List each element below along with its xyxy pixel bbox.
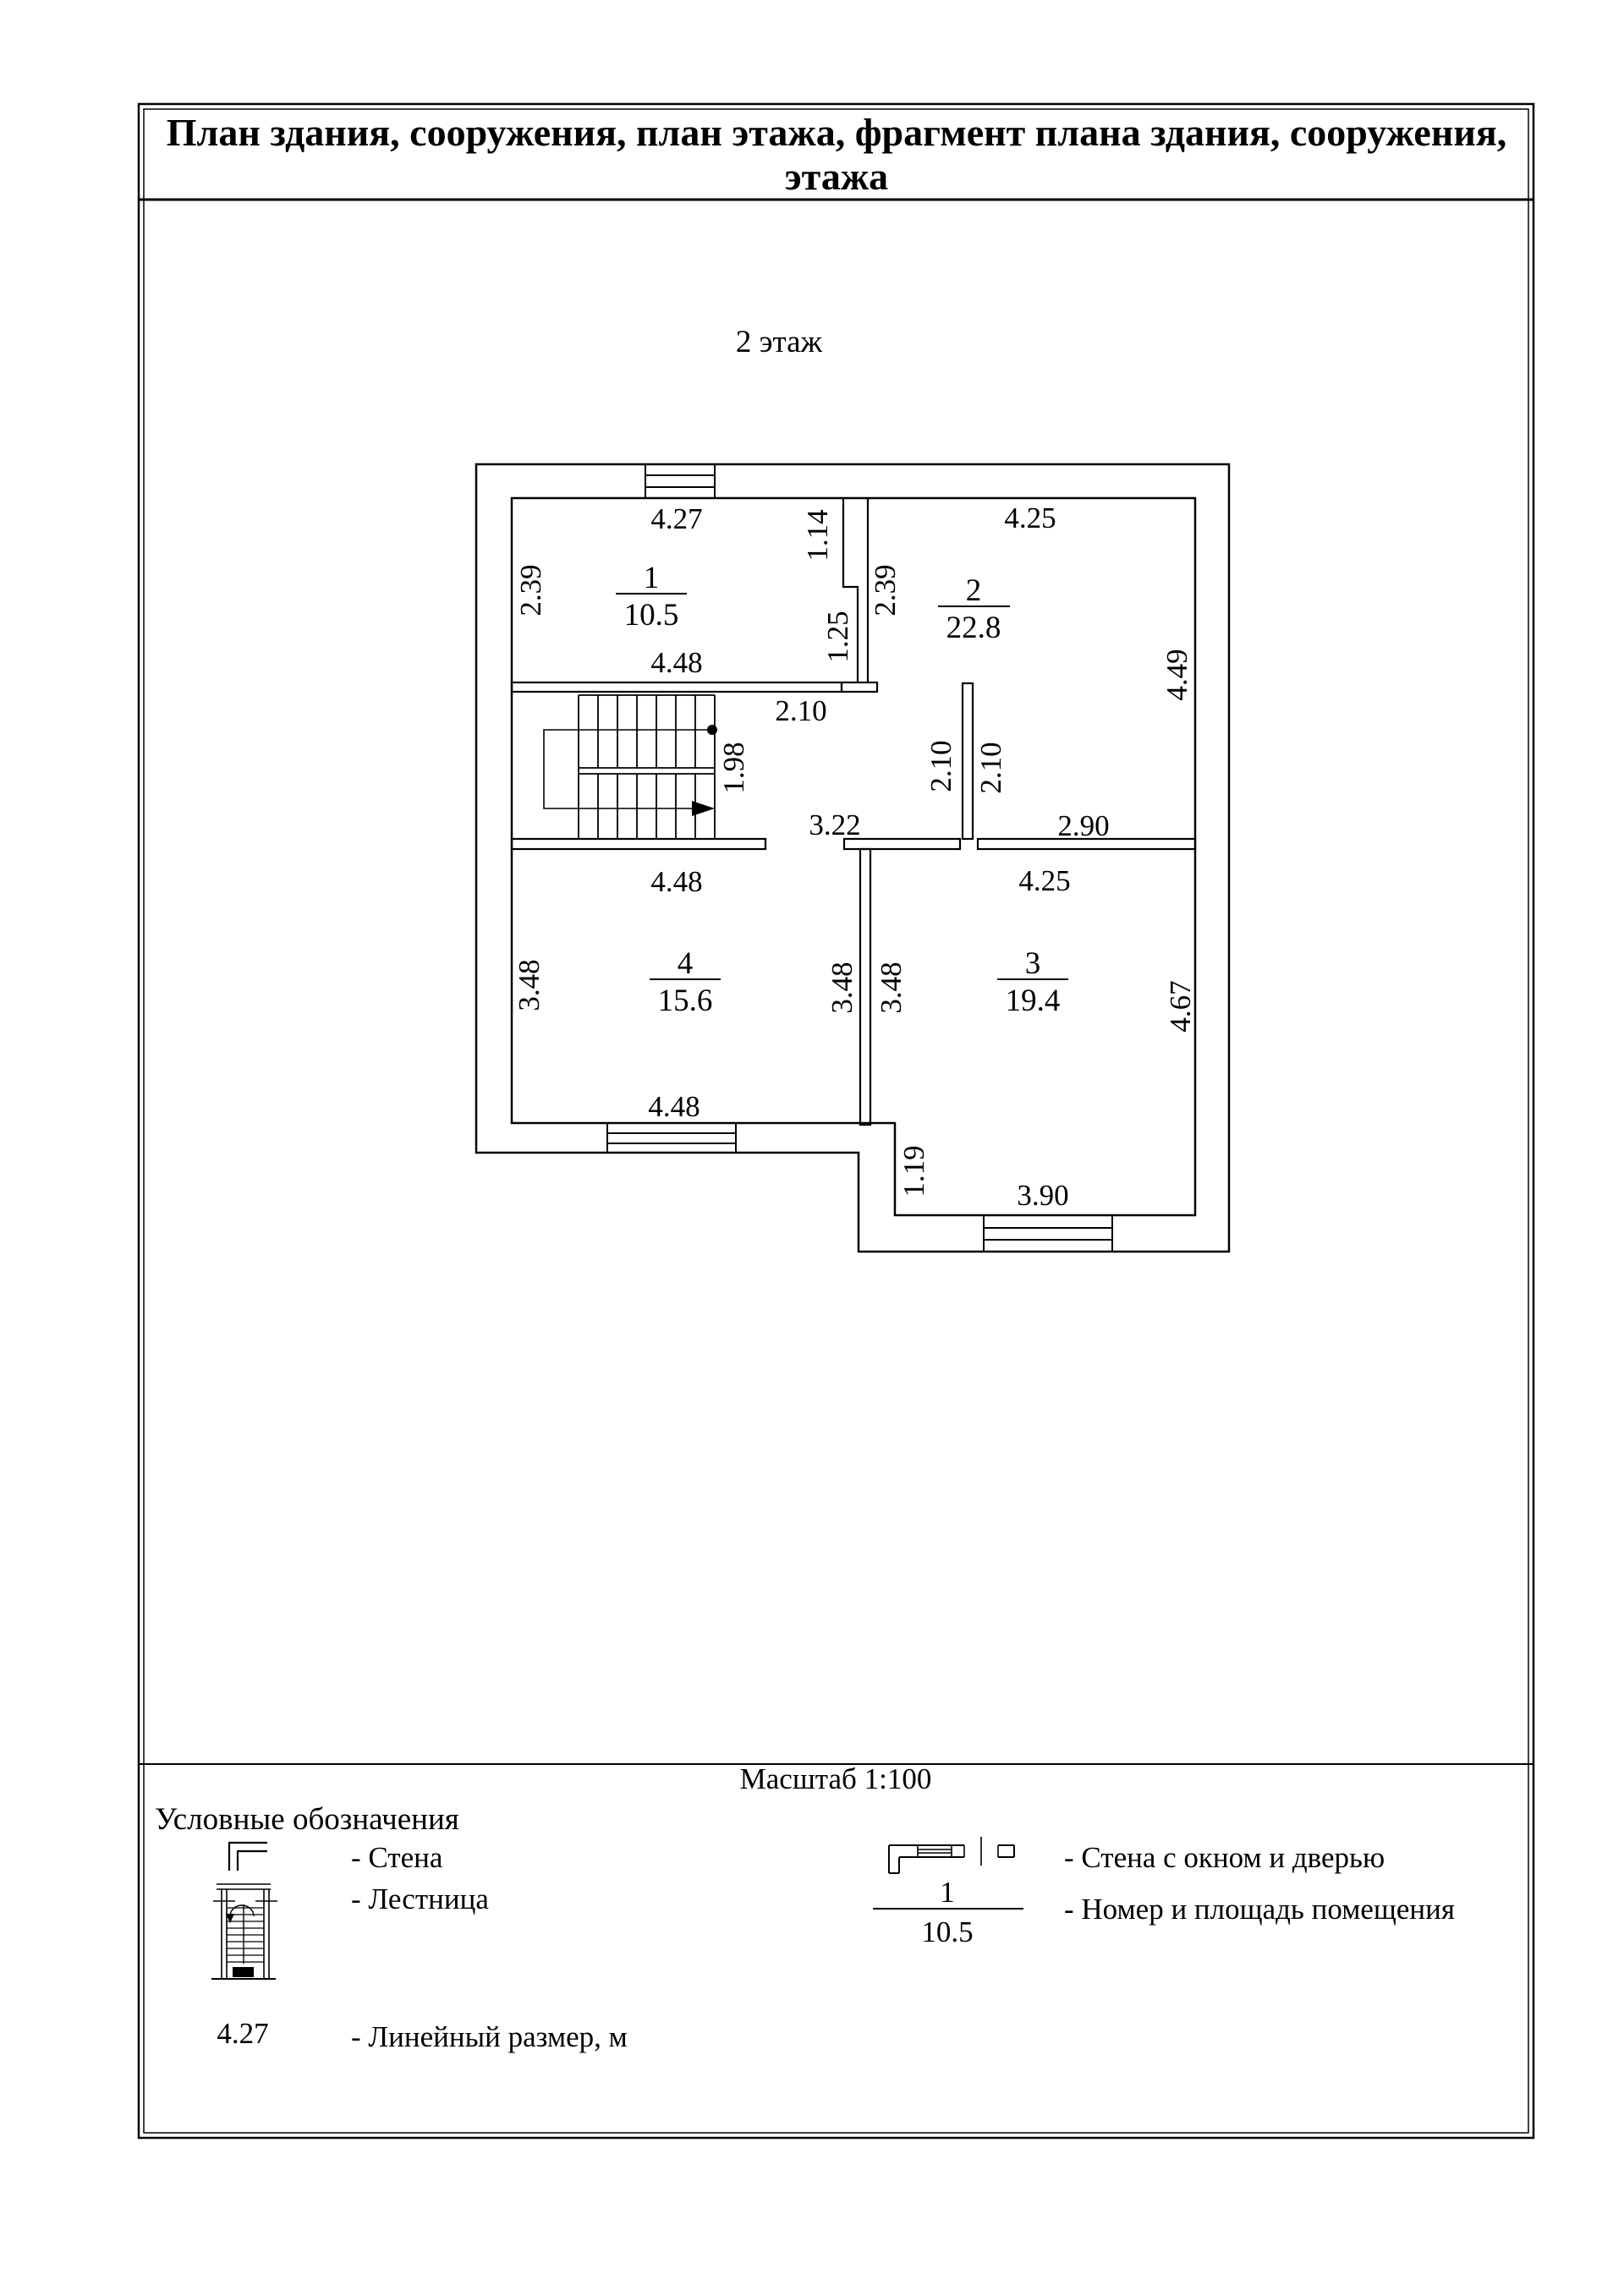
legend-stairs-label: - Лестница <box>351 1882 489 1915</box>
room2-area: 22.8 <box>946 611 1001 645</box>
window-icon <box>984 1215 1112 1252</box>
dim-room2-right: 4.49 <box>1160 649 1193 701</box>
room-number-area-sample <box>873 1876 1023 1948</box>
window-icon <box>607 1123 736 1153</box>
dim-p210-left: 2.10 <box>924 740 957 792</box>
room3-area: 19.4 <box>1005 984 1061 1018</box>
room2-label <box>938 573 1010 645</box>
legend-room-number-label: - Номер и площадь помещения <box>1064 1893 1455 1926</box>
exterior-walls <box>476 464 1229 1252</box>
legend-wall-label: - Стена <box>351 1841 443 1874</box>
room4-number: 4 <box>677 946 694 981</box>
legend-sample-room-area: 10.5 <box>921 1915 974 1948</box>
room1-label <box>616 561 687 633</box>
room2-number: 2 <box>965 573 982 608</box>
floor-label: 2 этаж <box>735 325 823 359</box>
dim-room3-left: 3.48 <box>875 962 908 1014</box>
legend-wall-window-door-label: - Стена с окном и дверью <box>1064 1841 1385 1874</box>
room1-number: 1 <box>643 561 660 595</box>
dim-room3-top: 4.25 <box>1018 864 1071 897</box>
dim-p210-right: 2.10 <box>974 742 1007 794</box>
dim-step-height: 1.19 <box>897 1145 930 1197</box>
dim-room3-right: 4.67 <box>1164 980 1197 1033</box>
dim-room1-bottom: 4.48 <box>650 646 703 679</box>
wall-corner-icon <box>229 1843 267 1871</box>
dim-partition-lower: 1.25 <box>821 611 854 663</box>
room4-area: 15.6 <box>657 984 713 1018</box>
room3-label <box>997 946 1068 1018</box>
scale-label: Масштаб 1:100 <box>739 1762 932 1795</box>
dim-room4-bottom: 4.48 <box>648 1090 700 1123</box>
stairs-icon <box>544 695 717 839</box>
window-icon <box>645 464 715 498</box>
legend-sample-room-number: 1 <box>940 1876 955 1909</box>
dim-stair-length: 1.98 <box>717 742 750 794</box>
dim-room3-bottom: 3.90 <box>1017 1179 1069 1212</box>
room1-area: 10.5 <box>623 598 679 633</box>
legend-linear-dimension-label: - Линейный размер, м <box>351 2020 628 2053</box>
dim-room2-top: 4.25 <box>1004 501 1056 534</box>
dim-corridor-width: 3.22 <box>809 808 861 841</box>
dim-room2-lower-width: 2.90 <box>1057 809 1110 842</box>
page-title-line1: План здания, сооружения, план этажа, фрагмент плана здания, сооружения, <box>166 111 1507 154</box>
legend-heading: Условные обозначения <box>155 1802 459 1837</box>
room3-number: 3 <box>1024 946 1041 981</box>
dim-partition-upper: 1.14 <box>801 509 834 562</box>
dim-room4-top: 4.48 <box>650 865 703 898</box>
linear-dimension-sample: 4.27 <box>217 2017 269 2050</box>
wall-window-door-icon <box>889 1837 1014 1873</box>
dim-room1-top: 4.27 <box>650 502 703 535</box>
page-title-line2: этажа <box>784 155 889 198</box>
stairs-walk-start-dot <box>707 725 717 735</box>
dim-hall-height: 2.10 <box>775 694 827 727</box>
stairs-walk-line <box>544 730 712 808</box>
dim-room1-left: 2.39 <box>514 564 547 616</box>
legend-stairs-icon <box>211 1884 277 1979</box>
dim-room4-right: 3.48 <box>826 962 859 1014</box>
room4-label <box>650 946 721 1018</box>
stairs-walk-arrow <box>692 801 715 816</box>
dim-partition-right: 2.39 <box>869 564 902 616</box>
dim-room4-left: 3.48 <box>513 959 546 1011</box>
